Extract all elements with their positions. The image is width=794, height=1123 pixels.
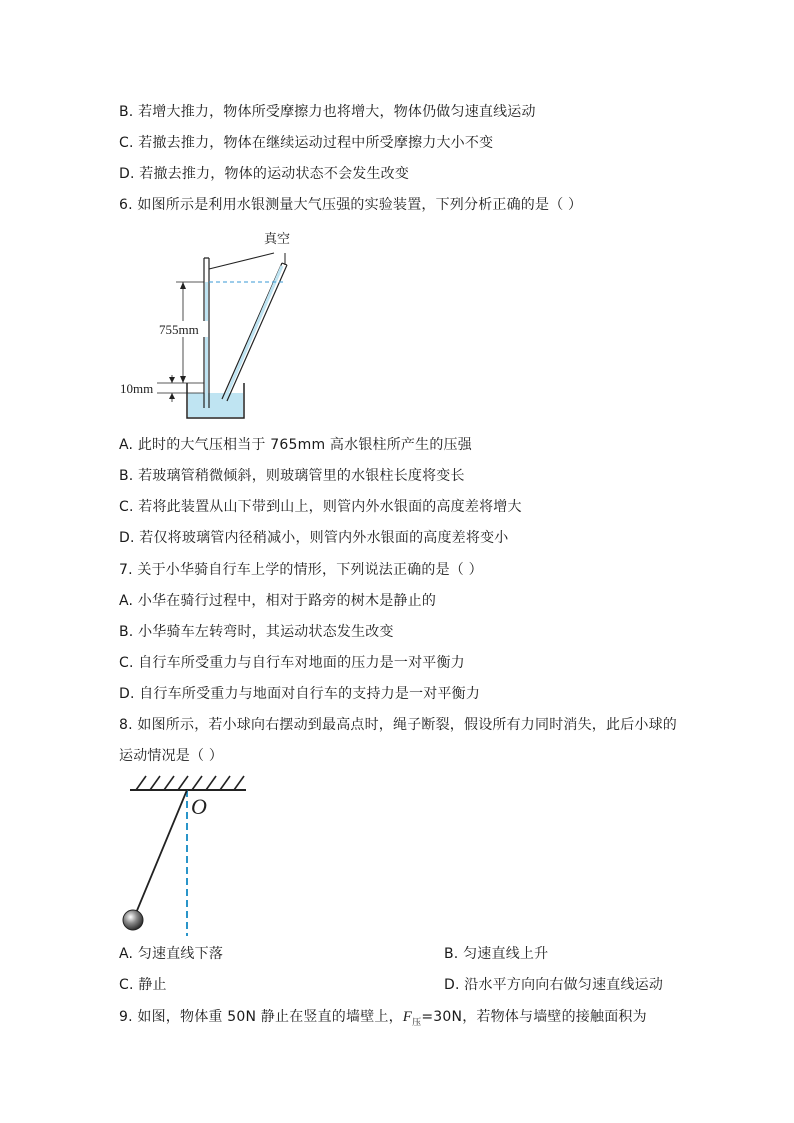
depth-arrow-bottom xyxy=(169,393,175,399)
q7-option-a: A. 小华在骑行过程中，相对于路旁的树木是静止的 xyxy=(119,593,437,609)
q8-stem-line2: 运动情况是（ ） xyxy=(119,748,224,764)
ceiling-hatching xyxy=(136,776,244,790)
pendulum-ball xyxy=(123,910,143,930)
q5-option-d: D. 若撤去推力，物体的运动状态不会发生改变 xyxy=(119,166,410,182)
q9-stem-part2: =30N，若物体与墙壁的接触面积为 xyxy=(421,1009,647,1025)
q6-option-d: D. 若仅将玻璃管内径稍减小，则管内外水银面的高度差将变小 xyxy=(119,530,509,546)
pivot-label: O xyxy=(191,794,207,819)
q7-stem: 7. 关于小华骑自行车上学的情形，下列说法正确的是（ ） xyxy=(119,562,483,578)
q7-option-b: B. 小华骑车左转弯时，其运动状态发生改变 xyxy=(119,624,394,640)
depth-label: 10mm xyxy=(120,381,154,396)
q9-stem-part1: 9. 如图，物体重 50N 静止在竖直的墙壁上， xyxy=(119,1009,403,1025)
q7-option-c: C. 自行车所受重力与自行车对地面的压力是一对平衡力 xyxy=(119,655,465,671)
q8-option-c: C. 静止 xyxy=(119,977,167,993)
q6-option-b: B. 若玻璃管稍微倾斜，则玻璃管里的水银柱长度将变长 xyxy=(119,468,465,484)
q5-option-c: C. 若撤去推力，物体在继续运动过程中所受摩擦力大小不变 xyxy=(119,135,494,151)
height-arrow-bottom xyxy=(180,376,186,383)
slanted-tube-mercury xyxy=(224,266,282,401)
force-symbol: F xyxy=(402,1009,413,1025)
q8-option-a: A. 匀速直线下落 xyxy=(119,946,224,962)
q8-option-d: D. 沿水平方向向右做匀速直线运动 xyxy=(444,977,664,993)
q9-stem xyxy=(119,1007,647,1033)
q8-stem-line1: 8. 如图所示，若小球向右摆动到最高点时，绳子断裂，假设所有力同时消失，此后小球的 xyxy=(119,717,678,733)
q6-option-c: C. 若将此装置从山下带到山上，则管内外水银面的高度差将增大 xyxy=(119,499,522,515)
vacuum-label: 真空 xyxy=(264,231,291,246)
depth-arrow-top xyxy=(169,377,175,383)
pendulum-figure xyxy=(120,770,260,940)
tube-mercury-column xyxy=(205,282,208,408)
mercury-barometer-figure xyxy=(110,225,310,425)
force-subscript: 压 xyxy=(412,1017,422,1028)
q8-option-b: B. 匀速直线上升 xyxy=(444,946,549,962)
vacuum-pointer-left xyxy=(209,253,274,269)
height-label: 755mm xyxy=(159,322,199,337)
height-arrow-top xyxy=(180,282,186,289)
q6-stem: 6. 如图所示是利用水银测量大气压强的实验装置，下列分析正确的是（ ） xyxy=(119,197,583,213)
q7-option-d: D. 自行车所受重力与地面对自行车的支持力是一对平衡力 xyxy=(119,686,481,702)
q5-option-b: B. 若增大推力，物体所受摩擦力也将增大，物体仍做匀速直线运动 xyxy=(119,104,536,120)
q6-option-a: A. 此时的大气压相当于 765mm 高水银柱所产生的压强 xyxy=(119,437,472,453)
dish-mercury xyxy=(188,393,243,417)
pendulum-string xyxy=(136,790,187,913)
